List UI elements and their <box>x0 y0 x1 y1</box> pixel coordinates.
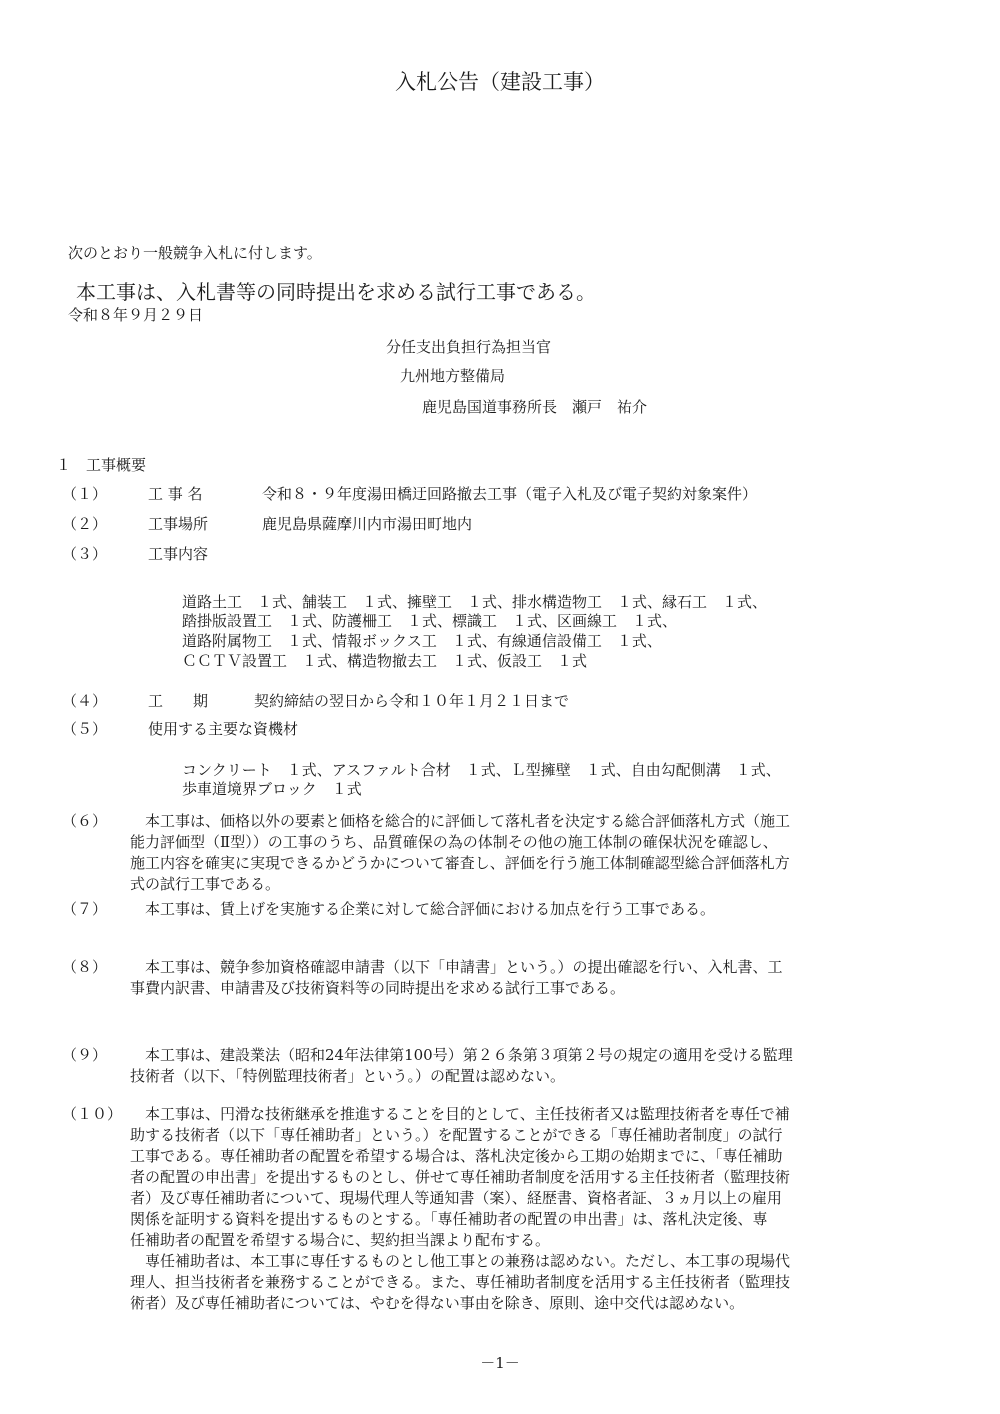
work-content-line: 道路附属物工 １式、情報ボックス工 １式、有線通信設備工 １式、 <box>182 632 662 650</box>
paragraph-line: 専任補助者は、本工事に専任するものとし他工事との兼務は認めない。ただし、本工事の現場代 <box>130 1252 791 1270</box>
paragraph-line: 本工事は、建設業法（昭和24年法律第100号）第２６条第３項第２号の規定の適用を受ける監理 <box>130 1046 793 1064</box>
paragraph-line: 式の試行工事である。 <box>130 875 281 893</box>
paragraph-line: 工事である。専任補助者の配置を希望する場合は、落札決定後から工期の始期までに、「専任補助 <box>130 1147 783 1165</box>
work-content-line: 踏掛版設置工 １式、防護柵工 １式、標識工 １式、区画線工 １式、 <box>182 612 678 630</box>
paragraph-line: 本工事は、円滑な技術継承を推進することを目的として、主任技術者又は監理技術者を専任で補 <box>130 1105 790 1123</box>
page-number: －1－ <box>480 1354 520 1372</box>
item-value: 契約締結の翌日から令和１０年１月２１日まで <box>254 692 570 710</box>
item-paragraph <box>130 957 950 999</box>
item-label: （５） <box>62 720 108 738</box>
material-line: コンクリート １式、アスファルト合材 １式、Ｌ型擁壁 １式、自由勾配側溝 １式、 <box>182 761 781 779</box>
item-paragraph <box>130 1045 950 1087</box>
announcement-date: 令和８年９月２９日 <box>68 306 204 324</box>
paragraph-line: 者の配置の申出書」を提出するものとし、併せて専任補助者制度を活用する主任技術者（監理技術 <box>130 1168 791 1186</box>
work-content-line: ＣＣＴＶ設置工 １式、構造物撤去工 １式、仮設工 １式 <box>182 652 588 670</box>
item-key: 工 事 名 <box>148 485 203 503</box>
highlight-notice: 本工事は、入札書等の同時提出を求める試行工事である。 <box>76 280 596 304</box>
item-paragraph <box>130 1104 950 1314</box>
paragraph-line: 理人、担当技術者を兼務することができる。また、専任補助者制度を活用する主任技術者（監理技 <box>130 1273 791 1291</box>
page-title: 入札公告（建設工事） <box>395 70 605 94</box>
item-value: 令和８・９年度湯田橋迂回路撤去工事（電子入札及び電子契約対象案件） <box>262 485 758 503</box>
intro-text: 次のとおり一般競争入札に付します。 <box>68 244 322 262</box>
paragraph-line: 者）及び専任補助者について、現場代理人等通知書（案）、経歴書、資格者証、３ヵ月以上の雇用 <box>130 1189 782 1207</box>
paragraph-line: 能力評価型（Ⅱ型））の工事のうち、品質確保の為の体制その他の施工体制の確保状況を確認し、 <box>130 833 778 851</box>
section-heading: １ 工事概要 <box>56 456 147 474</box>
item-paragraph <box>130 811 950 895</box>
item-label: （２） <box>62 515 108 533</box>
item-label: （９） <box>62 1046 108 1064</box>
paragraph-line: 関係を証明する資料を提出するものとする。「専任補助者の配置の申出書」は、落札決定後、専 <box>130 1210 768 1228</box>
item-key: 使用する主要な資機材 <box>148 720 299 738</box>
item-label: （３） <box>62 545 108 563</box>
paragraph-line: 助する技術者（以下「専任補助者」という。）を配置することができる「専任補助者制度」の試行 <box>130 1126 783 1144</box>
paragraph-line: 本工事は、競争参加資格確認申請書（以下「申請書」という。）の提出確認を行い、入札書、工 <box>130 958 783 976</box>
paragraph-line: 本工事は、価格以外の要素と価格を総合的に評価して落札者を決定する総合評価落札方式（施工 <box>130 812 791 830</box>
paragraph-line: 任補助者の配置を希望する場合に、契約担当課より配布する。 <box>130 1231 551 1249</box>
item-label: （１０） <box>62 1105 123 1123</box>
item-label: （８） <box>62 958 108 976</box>
item-key: 工 期 <box>148 692 209 710</box>
issuer-office-name: 鹿児島国道事務所長 瀬戸 祐介 <box>422 398 648 416</box>
item-key: 工事場所 <box>148 515 209 533</box>
work-content-line: 道路土工 １式、舗装工 １式、擁壁工 １式、排水構造物工 １式、縁石工 １式、 <box>182 593 768 611</box>
paragraph-line: 術者）及び専任補助者については、やむを得ない事由を除き、原則、途中交代は認めない。 <box>130 1294 745 1312</box>
item-label: （７） <box>62 900 108 918</box>
item-key: 工事内容 <box>148 545 209 563</box>
paragraph-line: 技術者（以下、「特例監理技術者」という。）の配置は認めない。 <box>130 1067 566 1085</box>
issuer-bureau: 九州地方整備局 <box>400 367 506 385</box>
item-value: 鹿児島県薩摩川内市湯田町地内 <box>262 515 473 533</box>
item-paragraph <box>130 899 950 920</box>
paragraph-line: 事費内訳書、申請書及び技術資料等の同時提出を求める試行工事である。 <box>130 979 626 997</box>
issuer-title: 分任支出負担行為担当官 <box>386 338 552 356</box>
item-label: （４） <box>62 692 108 710</box>
item-label: （６） <box>62 812 108 830</box>
material-line: 歩車道境界ブロック １式 <box>182 780 362 798</box>
paragraph-line: 施工内容を確実に実現できるかどうかについて審査し、評価を行う施工体制確認型総合評価落札方 <box>130 854 790 872</box>
item-label: （１） <box>62 485 108 503</box>
paragraph-line: 本工事は、賃上げを実施する企業に対して総合評価における加点を行う工事である。 <box>130 900 716 918</box>
